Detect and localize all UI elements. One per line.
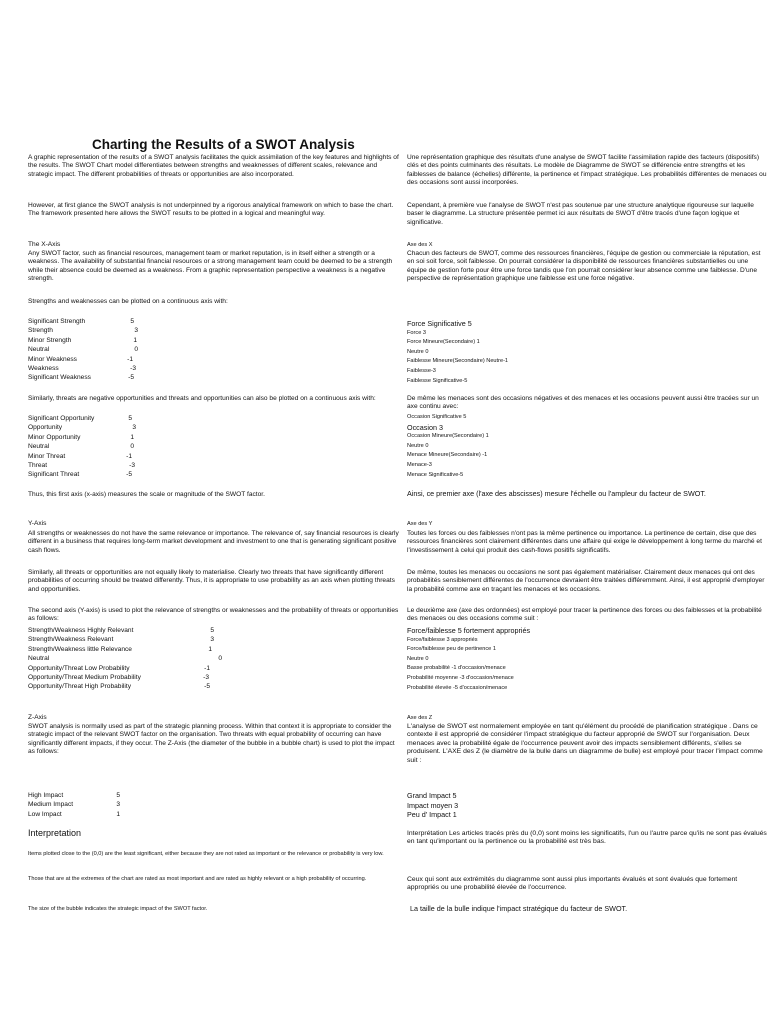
scale-row: Significant Opportunity 5 xyxy=(28,415,132,422)
scale-row: Medium Impact 3 xyxy=(28,801,120,809)
scale-row-fr: Peu d' Impact 1 xyxy=(407,810,457,820)
scale-row: Low Impact 1 xyxy=(28,810,120,818)
x-axis-paragraph-fr: Chacun des facteurs de SWOT, comme des ressources financières, l'équipe de gestion ou commerciale la réputation, est en soi soit force, soit faiblesse. On pourrait considérer la disponibilité de ressources financières substantielles ou une équipe de gestion forte pour être une force tandis que l'on pourrait considérer leur absence comme une faiblesse. D'une perspective de représentation graphique une faiblesse est une force négative. xyxy=(407,250,761,283)
scale-row-fr: Force/faiblesse 5 fortement appropriés xyxy=(407,626,531,635)
y-axis-paragraph-2-fr: De même, toutes les menaces ou occasions ne sont pas également matérialiser. Clairement deux menaces qui ont des probabilités sensiblement différentes de l'occurrence devraient être traitées différemment. Ainsi, il est approprié d'employer la probabilité comme axe en traçant les menaces et les occasions. xyxy=(407,569,765,593)
scale-row: Neutral 0 xyxy=(28,443,134,451)
threats-scale-list-fr xyxy=(407,413,489,480)
scale-row: Strength/Weakness Highly Relevant 5 xyxy=(28,627,214,634)
threats-intro-fr: De même les menaces sont des occasions négatives et des menaces et les occasions peuvent aussi être tracées sur un axe continu avec: xyxy=(407,395,759,411)
z-axis-heading-fr: Axe des Z xyxy=(407,715,433,721)
scale-row: Significant Weakness -5 xyxy=(28,374,134,382)
fr-intro-paragraph: Une représentation graphique des résultats d'une analyse de SWOT facilite l'assimilation rapide des facteurs (dispositifs) clés et des points culminants des résultats. Le modèle de Diagramme de SWOT se différencie entre strengths et les faiblesses de balance (échelles) différente, la pertinence et l'impact stratégique. Les probabilités différentes de menaces ou des occasions sont aussi incorporées. xyxy=(407,154,767,187)
scale-row-fr: Force/faiblesse peu de pertinence 1 xyxy=(407,646,496,653)
scale-row: Minor Threat -1 xyxy=(28,452,132,460)
intro-paragraph-2: However, at first glance the SWOT analysis is not underpinned by a rigorous analytical framework on which to base the chart. The framework presented here allows the SWOT results to be plotted in a logical and meaningful way. xyxy=(28,202,394,218)
scale-row: Threat -3 xyxy=(28,461,135,469)
interpretation-paragraph-3: The size of the bubble indicates the strategic impact of the SWOT factor. xyxy=(28,906,208,912)
scale-row: Neutral 0 xyxy=(28,346,138,354)
threats-scale-list xyxy=(28,414,136,480)
scale-row-fr: Grand Impact 5 xyxy=(407,791,457,800)
y-axis-scale-list-fr xyxy=(407,626,530,693)
z-axis-scale-list xyxy=(28,791,120,819)
intro-paragraph-1: A graphic representation of the results of a SWOT analysis facilitates the quick assimilation of the key features and highlights of the results. The SWOT Chart model differentiates between strengths and weaknesses of different scales, relevance and strategic impact. The different probabilities of threats or opportunities are also incorporated. xyxy=(28,154,399,178)
y-axis-heading-fr: Axe des Y xyxy=(407,521,433,527)
scale-row-fr: Menace-3 xyxy=(407,461,432,468)
scale-row: Opportunity/Threat Low Probability -1 xyxy=(28,664,210,672)
scale-row-fr: Neutre 0 xyxy=(407,655,429,662)
x-axis-heading-fr: Axe des X xyxy=(407,242,433,248)
y-axis-paragraph-1-fr: Toutes les forces ou des faiblesses n'ont pas la même pertinence ou importance. La pertinence de certain, dise que des ressources financières sont clairement différentes dans une affaire qui exige le développement à long terme du marché et l'investissement à celui qui produit des cash-flows positifs significatifs. xyxy=(407,530,762,554)
scale-row-fr: Faiblesse Mineure(Secondaire) Neutre-1 xyxy=(407,358,509,365)
x-axis-paragraph: Any SWOT factor, such as financial resources, management team or market reputation, is in itself either a strength or a weakness. The availability of substantial financial resources or a strong management team could be deemed to be a strength while their absence could be deemed as a weakness. From a graphic representation perspective a weakness is a negative strength. xyxy=(28,250,393,283)
page-title: Charting the Results of a SWOT Analysis xyxy=(92,137,355,152)
strengths-scale-list xyxy=(28,317,138,383)
scale-row: Strength 3 xyxy=(28,327,138,335)
x-axis-summary: Thus, this first axis (x-axis) measures the scale or magnitude of the SWOT factor. xyxy=(28,491,265,498)
scale-row: Strength/Weakness Relevant 3 xyxy=(28,636,214,644)
scale-row: Minor Opportunity 1 xyxy=(28,433,134,441)
strengths-scale-list-fr xyxy=(407,319,508,386)
scale-row-fr: Faiblesse Significative-5 xyxy=(407,377,468,384)
scale-row: Minor Weakness -1 xyxy=(28,355,133,363)
scale-row-fr: Occasion 3 xyxy=(407,422,443,432)
scale-row: Opportunity/Threat High Probability -5 xyxy=(28,683,210,691)
scale-row-fr: Occasion Mineure(Secondaire) 1 xyxy=(407,433,489,440)
scale-row: Minor Strength 1 xyxy=(28,336,137,344)
z-axis-scale-list-fr xyxy=(407,791,458,820)
scale-row-fr: Probabilité moyenne -3 d'occasion/menace xyxy=(407,674,514,681)
interpretation-paragraph-2-fr: Ceux qui sont aux extrémités du diagramme sont aussi plus importants évalués et sont évalués que fortement appropriés ou une probabilité élevée de l'occurrence. xyxy=(407,876,738,892)
interpretation-heading: Interpretation xyxy=(28,828,82,838)
scale-row-fr: Faiblesse-3 xyxy=(407,367,436,374)
scale-row-fr: Menace Significative-5 xyxy=(407,471,464,478)
scale-row: High Impact 5 xyxy=(28,792,120,799)
interpretation-paragraph-2: Those that are at the extremes of the chart are rated as most important and are rated as highly relevant or a high probability of occurring. xyxy=(28,876,367,882)
scale-row: Neutral 0 xyxy=(28,655,222,663)
interpretation-paragraph-3-fr: La taille de la bulle indique l'impact stratégique du facteur de SWOT. xyxy=(410,904,628,913)
y-axis-scale-list xyxy=(28,626,222,692)
intro-paragraph-2-fr: Cependant, à première vue l'analyse de SWOT n'est pas soutenue par une structure analytique rigoureuse sur laquelle baser le diagramme. La structure présentée permet ici aux résultats de SWOT d'être tracés d'une façon logique et significative. xyxy=(407,202,754,226)
scale-row-fr: Impact moyen 3 xyxy=(407,800,459,810)
x-axis-summary-fr: Ainsi, ce premier axe (l'axe des abscisses) mesure l'échelle ou l'ampleur du facteur de SWOT. xyxy=(407,489,706,498)
z-axis-heading: Z-Axis xyxy=(28,714,47,721)
scale-row-fr: Force Significative 5 xyxy=(407,319,472,328)
scale-row-fr: Basse probabilité -1 d'occasion/menace xyxy=(407,665,506,672)
scale-row-fr: Occasion Significative 5 xyxy=(407,414,467,420)
scale-row-fr: Neutre 0 xyxy=(407,442,429,449)
scale-row: Significant Strength 5 xyxy=(28,318,134,325)
interpretation-paragraph-1-fr: Interprétation Les articles tracés près du (0,0) sont moins les significatifs, l'un ou l'autre parce qu'ils ne sont pas évalués en tant qu'important ou la pertinence ou la probabilité est très bas. xyxy=(407,830,767,846)
scale-row-fr: Force Mineure(Secondaire) 1 xyxy=(407,339,480,346)
scale-row: Weakness -3 xyxy=(28,364,136,372)
scale-row: Strength/Weakness little Relevance 1 xyxy=(28,645,212,653)
scale-row-fr: Force 3 xyxy=(407,329,426,336)
scale-row: Significant Threat -5 xyxy=(28,471,132,479)
y-axis-heading: Y-Axis xyxy=(28,520,47,527)
z-axis-paragraph: SWOT analysis is normally used as part of the strategic planning process. Within that context it is appropriate to consider the strategic impact of the relevant SWOT factor on the organisation. Two threats with equal probability of occurring can have significantly different impacts, if they occur. The Z-Axis (the diameter of the bubble in a bubble chart) is used to plot the impact as follows: xyxy=(28,723,395,756)
scale-row: Opportunity 3 xyxy=(28,424,136,432)
strengths-intro: Strengths and weaknesses can be plotted on a continuous axis with: xyxy=(28,298,228,305)
scale-row-fr: Menace Mineure(Secondaire) -1 xyxy=(407,452,488,459)
scale-row: Opportunity/Threat Medium Probability -3 xyxy=(28,673,209,681)
threats-intro: Similarly, threats are negative opportunities and threats and opportunities can also be plotted on a continuous axis with: xyxy=(28,395,376,402)
y-axis-paragraph-3: The second axis (Y-axis) is used to plot the relevance of strengths or weaknesses and the probability of threats or opportunities as follows: xyxy=(28,607,399,623)
interpretation-paragraph-1: Items plotted close to the (0,0) are the least significant, either because they are not rated as important or the relevance or probability is very low. xyxy=(28,851,384,857)
y-axis-paragraph-3-fr: Le deuxième axe (axe des ordonnées) est employé pour tracer la pertinence des forces ou des faiblesses et la probabilité des menaces ou des occasions comme suit : xyxy=(407,607,762,623)
scale-row-fr: Neutre 0 xyxy=(407,348,429,355)
z-axis-paragraph-fr: L'analyse de SWOT est normalement employée en tant qu'élément du procédé de planification stratégique . Dans ce contexte il est approprié de considérer l'impact stratégique du facteur approprié de SWOT sur l'organisation. Deux menaces avec la probabilité égale de l'occurrence peuvent avoir des impacts sensiblement différents, s'elles se produisent. L'AXE des Z (le diamètre de la bulle dans un diagramme de bulle) est employé pour tracer l'impact comme suit : xyxy=(407,723,763,764)
y-axis-paragraph-2: Similarly, all threats or opportunities are not equally likely to materialise. Clearly two threats that have significantly different probabilities of occurring should be treated differently. Thus, it is appropriate to use probability as an axis when plotting threats and opportunities. xyxy=(28,569,395,593)
x-axis-heading: The X-Axis xyxy=(28,241,61,248)
y-axis-paragraph-1: All strengths or weaknesses do not have the same relevance or importance. The relevance of, say financial resources is clearly different in a business that requires long-term market development and investment to one that is generating significant positive cash flows. xyxy=(28,530,399,554)
scale-row-fr: Force/faiblesse 3 appropriés xyxy=(407,636,478,643)
scale-row-fr: Probabilité élevée -5 d'occasion/menace xyxy=(407,684,508,691)
